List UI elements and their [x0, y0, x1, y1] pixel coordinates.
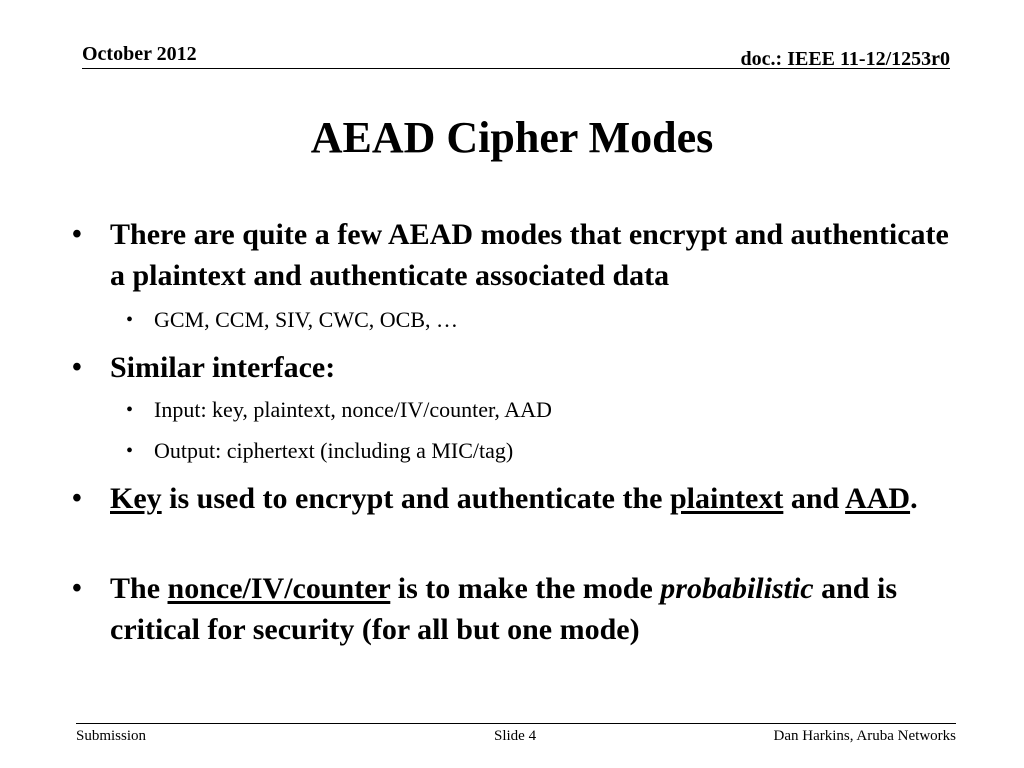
- sub-bullet-text: Output: ciphertext (including a MIC/tag): [154, 438, 514, 463]
- bullet-marker: •: [72, 352, 82, 383]
- text-run: is to make the mode: [390, 572, 661, 605]
- sub-bullet-marker: •: [126, 440, 134, 462]
- emphasis-nonce: nonce/IV/counter: [167, 572, 391, 605]
- emphasis-key: Key: [110, 482, 162, 515]
- emphasis-plaintext: plaintext: [670, 482, 784, 515]
- footer-author: Dan Harkins, Aruba Networks: [773, 728, 956, 744]
- text-run: .: [910, 482, 918, 515]
- slide-title: AEAD Cipher Modes: [310, 113, 714, 162]
- bullet-text: [110, 478, 960, 519]
- sub-bullet-marker: •: [126, 309, 134, 331]
- bullet-marker: •: [72, 573, 82, 604]
- sub-bullet-text: Input: key, plaintext, nonce/IV/counter, AAD: [154, 397, 552, 422]
- text-run: and is critical for security (for all but one mode): [110, 572, 898, 646]
- header-doc-id: doc.: IEEE 11-12/1253r0: [740, 48, 950, 70]
- bullet-marker: •: [72, 219, 82, 250]
- emphasis-probabilistic: probabilistic: [660, 572, 814, 605]
- footer-divider: [76, 723, 956, 724]
- bullet-text: There are quite a few AEAD modes that encrypt and authenticate a plaintext and authenticate associated data: [110, 218, 949, 292]
- sub-bullet-marker: •: [126, 399, 134, 421]
- text-run: and: [783, 482, 846, 515]
- bullet-marker: •: [72, 483, 82, 514]
- text-run: The: [110, 572, 168, 605]
- footer-submission: Submission: [76, 728, 147, 744]
- footer-slide-number: Slide 4: [494, 728, 537, 744]
- text-run: is used to encrypt and authenticate the: [161, 482, 670, 515]
- header-date: October 2012: [82, 43, 197, 65]
- emphasis-aad: AAD: [845, 482, 911, 515]
- bullet-text: Similar interface:: [110, 351, 336, 384]
- bullet-text: [110, 568, 960, 650]
- sub-bullet-text: GCM, CCM, SIV, CWC, OCB, …: [154, 307, 458, 332]
